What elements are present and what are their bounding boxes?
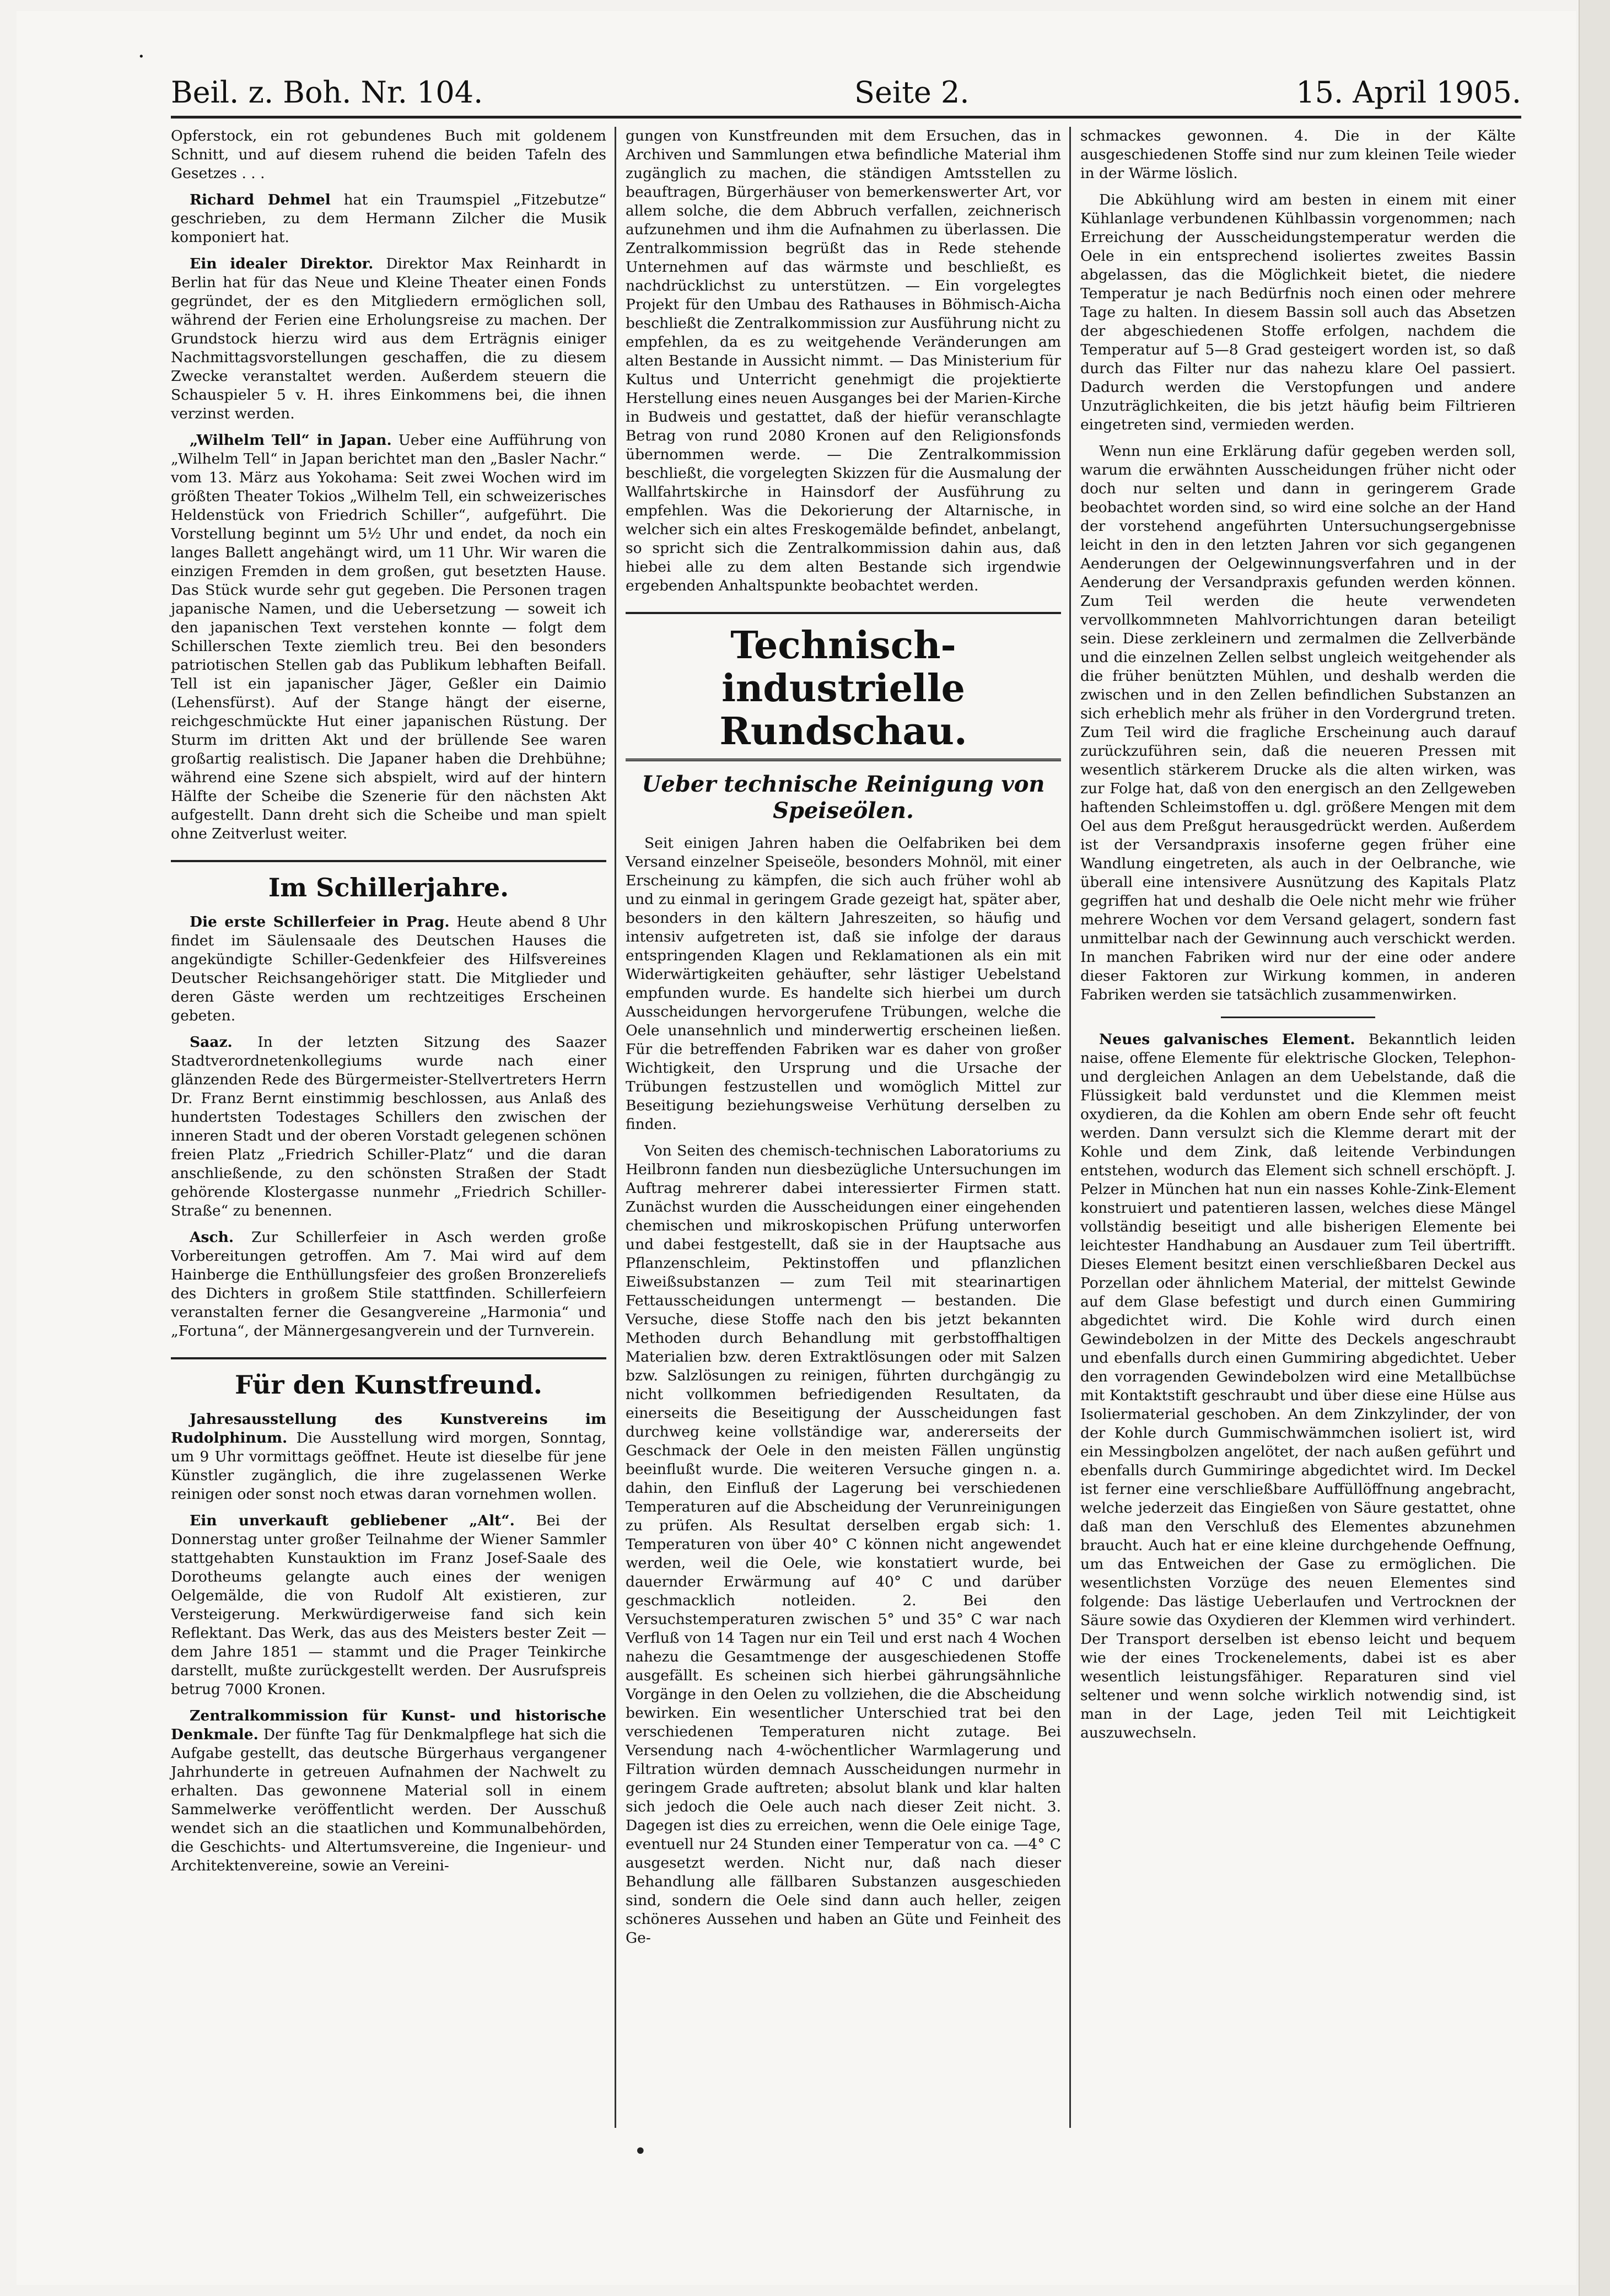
ink-mark: • <box>634 2139 647 2164</box>
article-body: Zur Schillerfeier in Asch werden große Vorbereitungen getroffen. Am 7. Mai wird auf dem Hainberge die Enthüllungsfeier des großen Bronzereliefs des Dichters in großem Stile stattfinden. Schillerfeiern veranstalten ferner die Gesangvereine „Harmonia“ und „Fortuna“, der Männergesangverein und der Turnverein. <box>171 1229 606 1340</box>
article-body: In der letzten Sitzung des Saazer Stadtverordnetenkollegiums wurde nach einer glänzenden Rede des Bürgermeister-Stellvertreters Herrn Dr. Franz Bernt einstimmig beschlossen, aus Anlaß des hundertsten Todestages Schillers den zwischen der inneren Stadt und der oberen Vorstadt gelegenen schönen freien Platz „Friedrich Schiller-Platz“ und die daran anschließende, zu den schönsten Straßen der Stadt gehörende Klostergasse nunmehr „Friedrich Schiller-Straße“ zu benennen. <box>171 1034 606 1219</box>
article-headline: Saaz. <box>190 1034 233 1051</box>
article-dehmel <box>171 191 606 247</box>
article-body: Heute abend 8 Uhr findet im Säulensaale des Deutschen Hauses die angekündigte Schiller-Gedenkfeier des Hilfsvereines Deutscher Reichsangehöriger statt. Die Mitglieder und deren Gäste werden um rechtzeitiges Erscheinen gebeten. <box>171 913 606 1024</box>
header-issue: Beil. z. Boh. Nr. 104. <box>171 75 483 110</box>
page-header <box>171 72 1521 119</box>
column-1 <box>171 127 606 1883</box>
ink-mark: · <box>138 44 145 69</box>
article-headline: „Wilhelm Tell“ in Japan. <box>190 432 392 449</box>
article-headline: Ein idealer Direktor. <box>190 255 374 272</box>
section-heading-kunstfreund: Für den Kunstfreund. <box>171 1357 606 1400</box>
article-body: Bei der Donnerstag unter großer Teilnahme der Wiener Sammler stattgehabten Kunstauktion im Franz Josef-Saale des Dorotheums gelangte auch eines der wenigen Oelgemälde, die von Rudolf Alt existieren, zur Versteigerung. Merkwürdigerweise fand sich kein Reflektant. Das Werk, das aus des Meisters bester Zeit — dem Jahre 1851 — stammt und die Prager Teinkirche darstellt, mußte zurückgestellt werden. Der Ausrufspreis betrug 7000 Kronen. <box>171 1512 607 1698</box>
article-body: Seit einigen Jahren haben die Oelfabriken bei dem Versand einzelner Speiseöle, besonders Mohnöl, mit einer Erscheinung zu kämpfen, die sich auch früher wohl ab und zu einmal in geringem Grade gezeigt hat, später aber, besonders in den kältern Jahreszeiten, so häufig und intensiv aufgetreten ist, daß sie infolge der daraus entspringenden Klagen und Reklamationen als ein mit Widerwärtigkeiten gehäufter, sehr lästiger Uebelstand empfunden wurde. Es handelte sich hierbei um durch Ausscheidungen hervorgerufene Trübungen, welche die Oele unansehnlich und minderwertig erscheinen ließen. Für die betreffenden Fabriken war es daher von großer Wichtigkeit, den Ursprung und die Ursache der Trübungen festzustellen und womöglich Mittel zur Beseitigung beziehungsweise Verhütung derselben zu finden. <box>626 835 1061 1133</box>
article-continuation: gungen von Kunstfreunden mit dem Ersuchen, das in Archiven und Sammlungen etwa befindliche Material ihm zugänglich zu machen, die ständigen Amtsstellen zu beauftragen, Bürgerhäuser von bemerkenswerter Art, vor allem solche, die dem Abbruch verfallen, zeichnerisch aufzunehmen und ihm die Aufnahmen zu überlassen. Die Zentralkommission begrüßt das in Rede stehende Unternehmen auf das wärmste und beschließt, es nachdrücklichst zu unterstützen. — Ein vorgelegtes Projekt für den Umbau des Rathauses in Böhmisch-Aicha beschließt die Zentralkommission zur Ausführung nicht zu empfehlen, da es zu weitgehende Veränderungen am alten Bestande in Aussicht nimmt. — Das Ministerium für Kultus und Unterricht genehmigt die projektierte Herstellung eines neuen Ausganges bei der Marien-Kirche in Budweis und gestattet, daß der hiefür veranschlagte Betrag von rund 2080 Kronen auf den Religionsfonds übernommen werde. — Die Zentralkommission beschließt, die vorgelegten Skizzen für die Ausmalung der Wallfahrtskirche in Hainsdorf der Ausführung zu empfehlen. Was die Dekorierung der Altarnische, in welcher sich ein altes Freskogemälde befindet, anbelangt, so spricht sich die Zentralkommission dahin aus, daß hiebei alle zu dem alten Bestande sich irgendwie ergebenden Anhaltspunkte beobachtet werden. <box>626 127 1061 594</box>
article-body: Direktor Max Reinhardt in Berlin hat für das Neue und Kleine Theater einen Fonds gegründet, der es den Mitgliedern ermöglichen soll, während der Ferien eine Erholungsreise zu machen. Der Grundstock hierzu wird aus dem Erträgnis einiger Nachmittagsvorstellungen geschaffen, die zu diesem Zwecke veranstaltet werden. Außerdem steuern die Schauspieler 5 v. H. ihres Einkommens bei, die ihnen verzinst werden. <box>171 255 606 422</box>
article-continuation: schmackes gewonnen. 4. Die in der Kälte ausgeschiedenen Stoffe sind nur zum kleinen Teile wieder in der Wärme löslich. <box>1080 127 1516 182</box>
article-zentralkommission <box>171 1707 606 1875</box>
header-date: 15. April 1905. <box>1296 75 1521 110</box>
column-rule-1 <box>615 127 616 2128</box>
article-jahresausstellung <box>171 1410 606 1504</box>
article-headline: Ein unverkauft gebliebener „Alt“. <box>190 1512 515 1529</box>
article-headline: Neues galvanisches Element. <box>1099 1031 1355 1048</box>
column-2 <box>626 127 1061 1955</box>
article-headline: Die erste Schillerfeier in Prag. <box>190 913 450 931</box>
article-asch <box>171 1228 606 1341</box>
scan-edge <box>1579 0 1610 2296</box>
article-title-speiseoele: Ueber technische Reinigung von Speiseölen. <box>642 771 1045 824</box>
column-3 <box>1080 127 1516 1750</box>
article-body: Die Abkühlung wird am besten in einem mit einer Kühlanlage verbundenen Kühlbassin vorgenommen; nach Erreichung der Ausscheidungstemperatur werden die Oele in ein entsprechend isoliertes zweites Bassin abgelassen, das die Möglichkeit bietet, die niedere Temperatur je nach Bedürfnis noch einen oder mehrere Tage zu halten. In diesem Bassin soll auch das Absetzen der abgeschiedenen Stoffe erfolgen, nachdem die Temperatur auf 5—8 Grad gesteigert worden ist, so daß durch das Filter nur das nahezu klare Oel passiert. Dadurch werden die Verstopfungen und andere Unzuträglichkeiten, die bis jetzt häufig beim Filtrieren eingetreten sind, vermieden werden. <box>1080 191 1516 433</box>
article-body: Wenn nun eine Erklärung dafür gegeben werden soll, warum die erwähnten Ausscheidungen früher nicht oder doch nur selten und dann in geringerem Grade beobachtet worden sind, so wird eine solche an der Hand der vorstehend angeführten Untersuchungsergebnisse leicht in den in den letzten Jahren vor sich gegangenen Aenderungen der Oelgewinnungsverfahren und in der Aenderung der Versandpraxis gefunden werden können. Zum Teil werden die heute verwendeten vervollkommneten Mahlvorrichtungen daran beteiligt sein. Diese zerkleinern und zermalmen die Zellverbände und die einzelnen Zellen selbst ungleich weitgehender als die früher benützten Mühlen, und deshalb werden die zwischen und in den Zellen befindlichen Substanzen an sich erheblich mehr als früher in den Vordergrund treten. Zum Teil wird die fragliche Erscheinung auch darauf zurückzuführen sein, daß die neueren Pressen mit wesentlich stärkerem Drucke als die alten wirken, was zur Folge hat, daß von den energisch an den Zellgeweben haftenden Schleimstoffen u. dgl. größere Mengen mit dem Oel aus dem Preßgut herausgedrückt werden. Außerdem ist der Versandpraxis insoferne gegen früher eine Wandlung eingetreten, als auch in der Oelbranche, wie überall eine intensivere Ausnützung des Kapitals Platz gegriffen hat und deshalb die Oele nicht mehr wie früher mehrere Wochen vor dem Versand gelagert, sondern fast unmittelbar nach der Gewinnung auch verschickt werden. In manchen Fabriken wird nur der eine oder andere dieser Faktoren zur Wirkung kommen, in anderen Fabriken werden sie tatsächlich zusammenwirken. <box>1080 443 1516 1003</box>
article-body: hat ein Traumspiel „Fitzebutze“ geschrieben, zu dem Hermann Zilcher die Musik komponiert hat. <box>171 191 606 246</box>
article-headline: Asch. <box>190 1229 234 1246</box>
article-headline: Jahresausstellung des Kunstvereins im Rudolphinum. <box>171 1411 606 1447</box>
article-director <box>171 255 606 423</box>
article-continuation: Opferstock, ein rot gebundenes Buch mit goldenem Schnitt, und auf diesem ruhend die beiden Tafeln des Gesetzes . . . <box>171 127 606 182</box>
article-body: Ueber eine Aufführung von „Wilhelm Tell“ in Japan berichtet man den „Basler Nachr.“ vom 13. März aus Yokohama: Seit zwei Wochen wird im größten Theater Tokios „Wilhelm Tell, ein schweizerisches Heldenstück von Friedrich Schiller“, aufgeführt. Die Vorstellung beginnt um 5½ Uhr und endet, da noch ein langes Ballett angehängt wird, um 11 Uhr. Wir waren die einzigen Fremden in dem großen, gut besetzten Hause. Das Stück wurde sehr gut gegeben. Die Personen tragen japanische Namen, und die Uebersetzung — soweit ich den japanischen Text verstehen konnte — folgt dem Schillerschen Texte ziemlich treu. Bei den besonders patriotischen Stellen gab das Publikum lebhaften Beifall. Tell ist ein japanischer Jäger, Geßler ein Daimio (Lehensfürst). Auf der Stange hängt der eiserne, reichgeschmückte Hut einer japanischen Rüstung. Der Sturm im dritten Akt und der brüllende See waren großartig realistisch. Die Japaner haben die Drehbühne; während eine Szene sich abspielt, wird auf der hintern Hälfte der Scheibe die Szenerie für den nächsten Akt aufgestellt. Dann dreht sich die Scheibe und man spielt ohne Zeitverlust weiter. <box>171 432 606 842</box>
article-galvanisches-element <box>1080 1030 1516 1743</box>
article-body: Von Seiten des chemisch-technischen Laboratoriums zu Heilbronn fanden nun diesbezügliche Untersuchungen im Auftrag mehrerer dabei interessierter Firmen statt. Zunächst wurden die Ausscheidungen einer eingehenden chemischen und mikroskopischen Prüfung unterworfen und dabei festgestellt, daß sie in der Hauptsache aus Pflanzenschleim, Pektinstoffen und pflanzlichen Eiweißsubstanzen — zum Teil mit stearinartigen Fettausscheidungen untermengt — bestanden. Die Versuche, diese Stoffe nach den bis jetzt bekannten Methoden durch Behandlung mit gerbstoffhaltigen Materialien bzw. deren Extraktlösungen oder mit Salzen bzw. Salzlösungen zu reinigen, führten durchgängig zu nicht vollkommen befriedigenden Resultaten, da einerseits die Beseitigung der Ausscheidungen fast durchweg keine vollständige war, andererseits der Geschmack der Oele in den meisten Fällen ungünstig beeinflußt wurde. Die weiteren Versuche gingen n. a. dahin, den Einfluß der Lagerung bei verschiedenen Temperaturen auf die Abscheidung der Verunreinigungen zu prüfen. Als Resultat derselben ergab sich: 1. Temperaturen von über 40° C können nicht angewendet werden, weil die Oele, wie konstatiert wurde, bei dauernder Erwärmung auf 40° C und darüber geschmacklich notleiden. 2. Bei den Versuchstemperaturen zwischen 5° und 35° C war nach Verfluß von 14 Tagen nur ein Teil und erst nach 4 Wochen nahezu die Gesamtmenge der ausgeschiedenen Stoffe ausgefällt. Es scheinen sich hierbei gährungsähnliche Vorgänge in den Oelen zu vollziehen, die die Abscheidung bewirken. Ein wesentlicher Unterschied trat bei den verschiedenen Temperaturen nicht zutage. Bei Versendung nach 4-wöchentlicher Warmlagerung und Filtration würden demnach Ausscheidungen nurmehr in geringem Grade auftreten; absolut blank und klar halten sich jedoch die Oele auch nach dieser Zeit nicht. 3. Dagegen ist dies zu erreichen, wenn die Oele einige Tage, eventuell nur 24 Stunden einer Temperatur von ca. —4° C ausgesetzt werden. Nicht nur, daß nach dieser Behandlung alle fällbaren Substanzen ausgeschieden sind, sondern die Oele sind dann auch heller, zeigen schöneres Aussehen und haben an Güte und Feinheit des Ge- <box>626 1142 1061 1947</box>
header-page-number: Seite 2. <box>854 75 970 110</box>
article-body: Bekanntlich leiden naise, offene Elemente für elektrische Glocken, Telephon- und dergleichen Anlagen an dem Uebelstande, daß die Flüssigkeit bald verdunstet und die Klemmen meist oxydieren, da die Kohlen am obern Ende sehr oft feucht werden. Dann versulzt sich die Klemme derart mit der Kohle und dem Zink, daß leitende Verbindungen entstehen, wodurch das Element sich schnell erschöpft. J. Pelzer in München hat nun ein nasses Kohle-Zink-Element konstruiert und patentieren lassen, welches diese Mängel vollständig beseitigt und alle bisherigen Elemente bei leichtester Handhabung an Ausdauer zum Teil übertrifft. Dieses Element besitzt einen verschließbaren Deckel aus Porzellan oder ähnlichem Material, der mittelst Gewinde auf dem Glase befestigt und durch einen Gummiring abgedichtet wird. Die Kohle wird durch einen Gewindebolzen in der Mitte des Deckels angeschraubt und ebenfalls durch einen Gummiring abgedichtet. Ueber den vorragenden Gewindebolzen wird eine Metallbüchse mit Kontaktstift geschraubt und über diese eine Hülse aus Isoliermaterial geschoben. An dem Zinkzylinder, der von der Kohle durch Gummischwämmchen isoliert ist, wird ein Messingbolzen angelötet, der nach außen geführt und ebenfalls durch Gummiringe abgedichtet wird. Im Deckel ist ferner eine verschließbare Auffüllöffnung angebracht, welche jederzeit das Eingießen von Säure gestattet, ohne daß man den Verschluß des Elementes abzunehmen braucht. Auch hat er eine kleine durchgehende Oeffnung, um das Entweichen der Gase zu ermöglichen. Die wesentlichsten Vorzüge des neuen Elementes sind folgende: Das lästige Ueberlaufen und Vertrocknen der Säure sowie das Oxydieren der Klemmen wird verhindert. Der Transport derselben ist ebenso leicht und bequem wie der eines Trockenelements, dabei ist es aber wesentlich leistungsfähiger. Reparaturen sind viel seltener und wenn solche wirklich notwendig sind, ist man in der Lage, jeden Teil mit Leichtigkeit auszuwechseln. <box>1080 1031 1516 1741</box>
section-heading-technisch: Technisch-industrielle Rundschau. <box>626 612 1061 761</box>
divider <box>1221 1017 1375 1018</box>
column-rule-2 <box>1069 127 1071 2128</box>
article-saaz <box>171 1033 606 1220</box>
article-schillerfeier-prag <box>171 913 606 1025</box>
article-headline: Zentralkommission für Kunst- und historische Denkmale. <box>171 1707 606 1743</box>
section-heading-schillerjahre: Im Schillerjahre. <box>171 860 606 903</box>
article-body: Der fünfte Tag für Denkmalpflege hat sich die Aufgabe gestellt, das deutsche Bürgerhaus vergangener Jahrhunderte in getreuen Aufnahmen der Nachwelt zu erhalten. Das gewonnene Material soll in einem Sammelwerke veröffentlicht werden. Der Ausschuß wendet sich an die staatlichen und Kommunalbehörden, die Geschichts- und Altertumsvereine, die Ingenieur- und Architektenvereine, sowie an Vereini- <box>171 1726 606 1874</box>
article-alt <box>171 1512 606 1699</box>
article-headline: Richard Dehmel <box>190 191 331 208</box>
article-body: Die Ausstellung wird morgen, Sonntag, um 9 Uhr vormittags geöffnet. Heute ist dieselbe für jene Künstler zugänglich, die ihre zugelassenen Werke reinigen oder sonst noch etwas daran vornehmen wollen. <box>171 1429 606 1503</box>
article-tell-japan <box>171 431 606 843</box>
